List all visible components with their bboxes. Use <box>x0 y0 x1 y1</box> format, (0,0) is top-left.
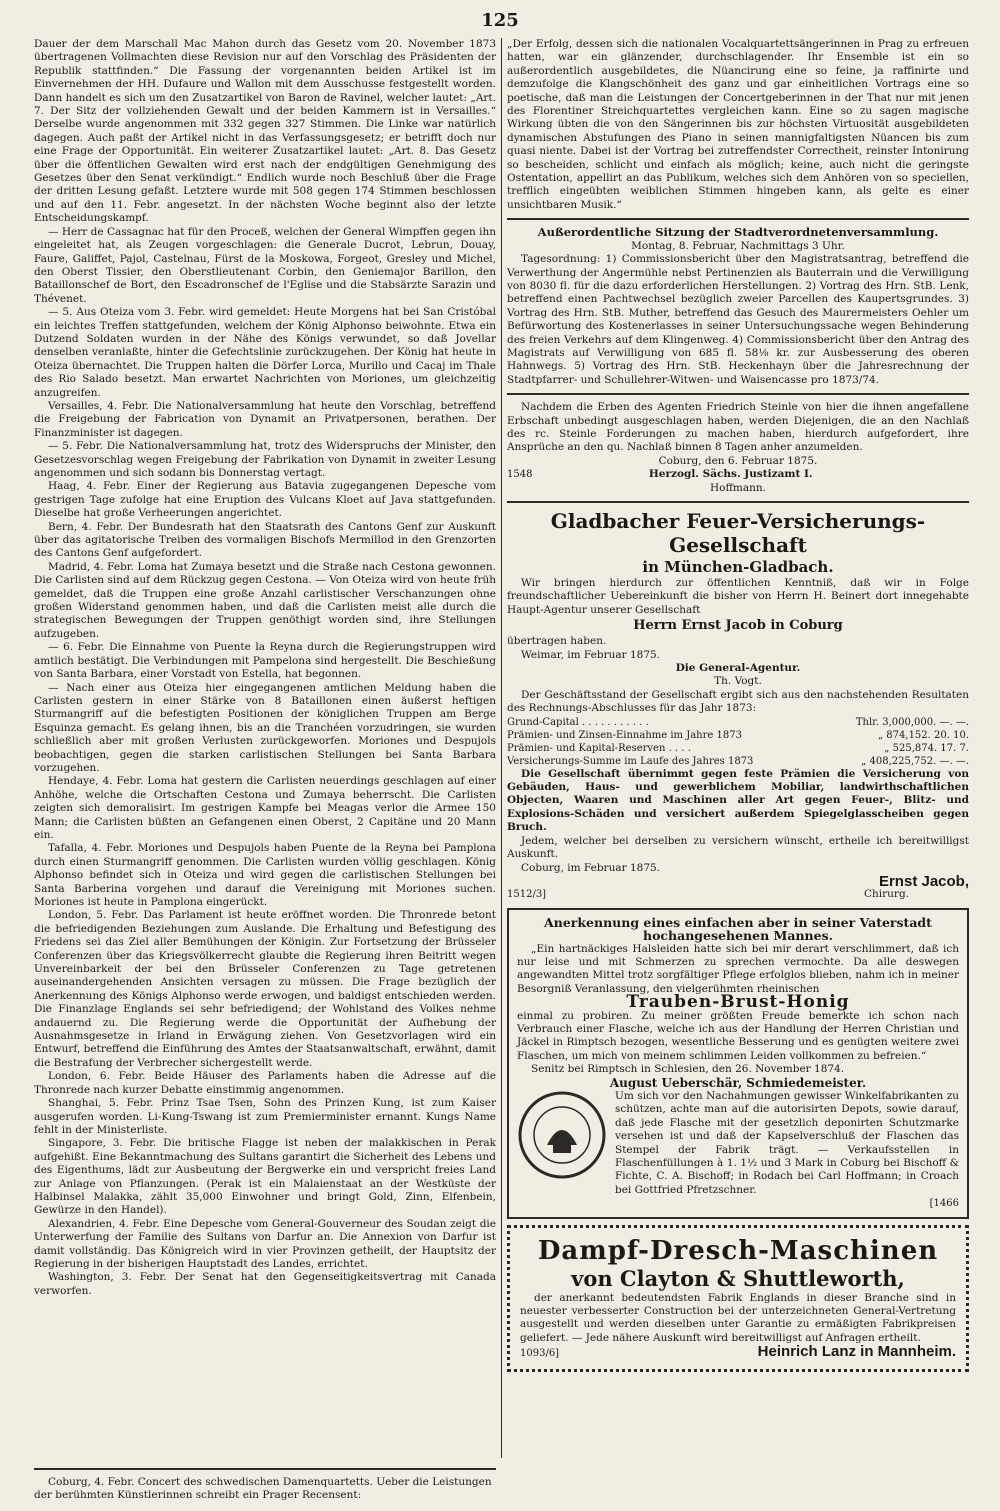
gladbach-place: Weimar, im Februar 1875. <box>521 648 661 661</box>
estate-signer: Hoffmann. <box>709 481 767 494</box>
finance-value: „ 525,874. 17. 7. <box>884 742 969 754</box>
honey-advertisement <box>507 908 969 1219</box>
gladbach-offer: Die Gesellschaft übernimmt gegen feste Prämien die Versicherung von Gebäuden, Haus- und gewerblichem Mobiliar, landwirthschaftlichen Objecten, Waaren und Maschinen aller Art gegen Feuer-, Blitz- und Explosions-Schäden und versichert außerdem Spiegelglasscheiben gegen Bruch. <box>507 767 969 834</box>
dresch-signer: Heinrich Lanz in Mannheim. <box>757 1343 956 1361</box>
article-paragraph: Madrid, 4. Febr. Loma hat Zumaya besetzt und die Straße nach Cestona gewonnen. Die Carlisten sind auf dem Rückzug gegen Cestona. — Von Oteiza wird von heute früh gemeldet, daß die Truppen eine große Anzahl carlistischer Verschanzungen ohne großen Widerstand genommen haben, und daß die Carlisten meist alle durch die strategischen Bewegungen der Truppen genöthigt worden sind, ihre Stellungen aufzugeben. <box>34 560 496 640</box>
right-column <box>507 38 969 1378</box>
finance-label: Prämien- und Kapital-Reserven . . . . <box>507 742 691 754</box>
article-paragraph: Hendaye, 4. Febr. Loma hat gestern die Carlisten neuerdings geschlagen auf einer Anhöhe, welche die Ortschaften Cestona und Zumaya beherrscht. Die Carlisten zeigten sich demoralisirt. Im gestrigen Kampfe bei Meagas verlor die Armee 150 Mann; die Carlisten büßten an Gefangenen einen Oberst, 2 Capitäne und 20 Mann ein. <box>34 775 496 841</box>
estate-notice: Nachdem die Erben des Agenten Friedrich Steinle von hier die ihnen angefallene Erbschaft unbedingt ausgeschlagen haben, werden Diejenigen, die an den Nachlaß des rc. Steinle Forderungen zu machen haben, hierdurch aufgefordert, ihre Ansprüche an den qu. Nachlaß binnen 8 Tagen anher anzumelden. <box>507 401 969 454</box>
finance-row <box>507 716 969 729</box>
dresch-ref: 1093/6] <box>520 1348 560 1360</box>
finance-value: Thlr. 3,000,000. —. —. <box>855 716 969 728</box>
finance-label: Prämien- und Zinsen-Einnahme im Jahre 1873 <box>507 729 742 741</box>
finance-row <box>507 755 969 768</box>
left-column <box>34 38 496 1298</box>
finance-value: „ 408,225,752. —. —. <box>861 755 969 767</box>
jacob-title: Chirurg. <box>863 888 909 901</box>
estate-place: Coburg, den 6. Februar 1875. <box>658 454 818 467</box>
article-paragraph: Haag, 4. Febr. Einer der Regierung aus Batavia zugegangenen Depesche vom gestrigen Tage zufolge hat eine Eruption des Vulcans Kloet auf Java stattgefunden. Dieselbe hat große Verheerungen angerichtet. <box>34 480 496 520</box>
article-paragraph: Singapore, 3. Febr. Die britische Flagge ist neben der malakkischen in Perak aufgehißt. Eine Bekanntmachung des Sultans garantirt die Sicherheit des Lebens und des Eigenthums, lädt zur Ausbeutung der Bergwerke ein und verspricht freies Land zur Anlage von Pflanzungen. (Perak ist ein Malaienstaat an der Westküste der Halbinsel Malakka, zählt 35,000 Einwohner und bringt Gold, Zinn, Elfenbein, Gewürze in den Handel). <box>34 1137 496 1217</box>
gladbach-body: Wir bringen hierdurch zur öffentlichen Kenntniß, daß wir in Folge freundschaftlicher Uebereinkunft die bisher von Herrn H. Beinert dort innegehabte Haupt-Agentur unserer Gesellschaft <box>507 577 969 616</box>
honey-ref: [1466 <box>929 1198 959 1210</box>
concert-review-quote: „Der Erfolg, dessen sich die nationalen Vocalquartettsängerinnen in Prag zu erfreuen hatten, war ein glänzender, durchschlagender. Ihr Ensemble ist ein so außerordentlich ausgebildetes, die Nüancirung eine so feine, ja raffinirte und demzufolge die Klangschönheit des ganz und gar einheitlichen Vortrags eine so poetische, daß man die Leistungen der Concertgeberinnen in der That nur mit jenen des Florentiner Streichquartettes vergleichen kann. Eine so zu sagen magische Wirkung übten die von den Sängerinnen bis zur höchsten Virtuosität ausgebildeten dynamischen Abstufungen des Piano in seinen mannigfaltigsten Nüancen bis zum quasi niente. Dabei ist der Vortrag bei zutreffendster Correctheit, reinster Intonirung so bescheiden, schlicht und einfach als möglich; keine, auch nicht die geringste Ostentation, appellirt an das Publikum, welches sich dem Anhören von so speciellen, trefflich eingeübten weiblichen Stimmen hingeben kann, als gelte es einer unsichtbaren Musik.“ <box>507 38 969 211</box>
article-paragraph: Bern, 4. Febr. Der Bundesrath hat den Staatsrath des Cantons Genf zur Auskunft über das agitatorische Treiben des vormaligen Bischofs Mermillod in den Grenzorten des Cantons Genf aufgefordert. <box>34 520 496 560</box>
finance-row <box>507 742 969 755</box>
gladbach-status: Der Geschäftsstand der Gesellschaft ergibt sich aus den nachstehenden Resultaten des Rechnungs-Abschlusses für das Jahr 1873: <box>507 688 969 715</box>
finance-row <box>507 729 969 742</box>
honey-product: Trauben-Brust-Honig <box>626 992 850 1013</box>
gladbach-signer: Th. Vogt. <box>714 675 762 688</box>
article-paragraph: — 6. Febr. Die Einnahme von Puente la Reyna durch die Regierungstruppen wird amtlich bestätigt. Die Verbindungen mit Pampelona sind hergestellt. Die Beschießung von Santa Barbara, einer Vorstadt von Estella, hat begonnen. <box>34 641 496 681</box>
session-heading: Außerordentliche Sitzung der Stadtverordnetenversammlung. <box>537 225 939 240</box>
jacob-ref: 1512/3] <box>507 889 547 901</box>
honey-testimonial: „Ein hartnäckiges Halsleiden hatte sich bei mir derart verschlimmert, daß ich nur leise und mit Schmerzen zu sprechen vermochte. Da alle deswegen angewandten Mittel trotz sorgfältiger Pflege erfolglos blieben, nahm ich in meiner Besorgniß Veranlassung, den vielgerühmten rheinischen <box>517 942 959 995</box>
estate-office: Herzogl. Sächs. Justizamt I. <box>648 468 813 481</box>
session-agenda: Tagesordnung: 1) Commissionsbericht über den Magistratsantrag, betreffend die Verwerthung der Angermühle nebst Pertinenzien als Bauterrain und die Verwilligung von 8030 fl. für die dazu erforderlichen Herstellungen. 2) Vortrag des Hrn. StB. Lenk, betreffend einen Pachtwechsel bezüglich zweier Parcellen des Kaupertsgrundes. 3) Vortrag des Hrn. StB. Muther, betreffend das Gesuch des Maurermeisters Oehler um Befürwortung des Kostenerlasses in seiner Untersuchungssache wegen Behinderung des freien Verkehrs auf dem Klingenweg. 4) Commissionsbericht über den Antrag des Magistrats auf Verwilligung von 685 fl. 58⅛ kr. zur Ausbesserung des oberen Hahnwegs. 5) Vortrag des Hrn. StB. Heckenhayn über die Jahresrechnung der Stadtpfarrer- und Schullehrer-Witwen- und Waisencasse pro 1873/74. <box>507 253 969 386</box>
column-divider <box>501 38 502 1458</box>
article-paragraph: London, 6. Febr. Beide Häuser des Parlaments haben die Adresse auf die Thronrede nach kurzer Debatte einstimmig angenommen. <box>34 1070 496 1096</box>
divider <box>507 393 969 395</box>
honey-signer: August Ueberschär, Schmiedemeister. <box>609 1075 867 1090</box>
finance-label: Versicherungs-Summe im Laufe des Jahres 1873 <box>507 755 754 767</box>
finance-label: Grund-Capital . . . . . . . . . . . <box>507 716 649 728</box>
article-paragraph: Shanghai, 5. Febr. Prinz Tsae Tsen, Sohn des Prinzen Kung, ist zum Kaiser ausgerufen worden. Li-Kung-Tswang ist zum Premierminister ernannt. Kungs Name fehlt in der Ministerliste. <box>34 1097 496 1136</box>
finance-table <box>507 716 969 768</box>
finance-value: „ 874,152. 20. 10. <box>877 729 969 741</box>
dresch-body: der anerkannt bedeutendsten Fabrik Englands in dieser Branche sind in neuester verbesserter Construction bei der unterzeichneten General-Vertretung ausgestellt und werden dieselben unter Garantie zu ermäßigten Fabrikpreisen geliefert. — Jede nähere Auskunft wird bereitwilligst auf Anfragen ertheilt. <box>520 1291 956 1344</box>
article-paragraph: — 5. Febr. Die Nationalversammlung hat, trotz des Widerspruchs der Minister, den Gesetzesvorschlag wegen Freigebung der Fabrikation von Dynamit in zweiter Lesung angenommen und sich sodann bis Donnerstag vertagt. <box>34 440 496 479</box>
dresch-firm: von Clayton & Shuttleworth, <box>571 1265 905 1291</box>
article-paragraph: London, 5. Febr. Das Parlament ist heute eröffnet worden. Die Thronrede betont die befriedigenden Beziehungen zum Auslande. Die Erhaltung und Befestigung des Friedens sei das Ziel aller Bemühungen der Königin. Zur Fortsetzung der Brüsseler Conferenzen über das Kriegsvölkerrecht glaubte die Regierung ihren Beitritt wegen Unvereinbarkeit der bei den Brüsseler Conferenzen zu Tage getretenen auseinandergehenden Ansichten versagen zu müssen. Die Frage bezüglich der Anerkennung des Königs Alphonso werde erwogen, und baldigst entschieden werden. Die Finanzlage Englands sei sehr befriedigend; der Wohlstand des Volkes nehme andauernd zu. Die Regierung werde die Opportunität der Aufhebung der Ausnahmsgesetze in Irland in Erwägung ziehen. Von Gesetzvorlagen wird ein Entwurf, betreffend die Einführung des Amtes der Staatsanwaltschaft, erwähnt, damit die Bestrafung der Verbrecher sichergestellt werde. <box>34 909 496 1069</box>
gladbach-city: in München-Gladbach. <box>642 558 834 576</box>
honey-testimonial-cont: einmal zu probiren. Zu meiner größten Freude bemerkte ich schon nach Verbrauch einer Flasche, welche ich aus der Handlung der Herren Christian und Jäckel in Rimptsch bezogen, wesentliche Besserung und es genügten weitere zwei Flaschen, um mich von meinem schlimmen Leiden vollkommen zu befreien.“ <box>517 1009 959 1062</box>
article-paragraph: Dauer der dem Marschall Mac Mahon durch das Gesetz vom 20. November 1873 übertragenen Vollmachten diese Revision nur auf den Vorschlag des Präsidenten der Republik stattfinden.“ Die Fassung der vorgenannten beiden Artikel ist im Einvernehmen der HH. Dufaure und Wallon mit dem Ausschusse festgestellt worden. Dann handelt es sich um den Zusatzartikel von Baron de Ravinel, welcher lautet: „Art. 7. Der Sitz der vollziehenden Gewalt und der beiden Kammern ist in Versailles.“ Derselbe wurde angenommen mit 332 gegen 327 Stimmen. Die Linke war natürlich dagegen. Auch paßt der Artikel nicht in das Verfassungsgesetz; er betrifft doch nur eine Frage der Opportunität. Ein weiterer Zusatzartikel lautet: „Art. 8. Das Gesetz über die öffentlichen Gewalten wird erst nach der endgültigen Genehmigung des Gesetzes über den Senat verkündigt.“ Endlich wurde noch Beschluß über die Frage der dritten Lesung gefaßt. Letztere wurde mit 508 gegen 174 Stimmen beschlossen und auf den 11. Febr. angesetzt. In der nächsten Woche beginnt also der letzte Entscheidungskampf. <box>34 38 496 225</box>
article-paragraph: Alexandrien, 4. Febr. Eine Depesche vom General-Gouverneur des Soudan zeigt die Unterwerfung der Familie des Sultans von Darfur an. Die Annexion von Darfur ist damit vollständig. Das Königreich wird in vier Provinzen getheilt, der Hauptsitz der Regierung in der bisherigen Hauptstadt des Landes, errichtet. <box>34 1217 496 1270</box>
article-paragraph: Versailles, 4. Febr. Die Nationalversammlung hat heute den Vorschlag, betreffend die Freigebung der Fabrication von Dynamit an Privatpersonen, berathen. Der Finanzminister ist dagegen. <box>34 399 496 439</box>
gladbach-info: Jedem, welcher bei derselben zu versichern wünscht, ertheile ich bereitwilligst Auskunft. <box>507 834 969 861</box>
article-paragraph: — Herr de Cassagnac hat für den Proceß, welchen der General Wimpffen gegen ihn eingeleitet hat, als Zeugen vorgeschlagen: die Generale Ducrot, Lebrun, Douay, Faure, Galiffet, Pajol, Castelnau, Fürst de la Moskowa, Forgeot, Gresley und Michel, den Oberst Tissier, den Oberstlieutenant Corbin, den Geniemajor Barillon, den Bataillonschef de Bort, den Escadronschef de l'Eglise und die Stabsärzte Sarazin und Thévenet. <box>34 225 496 305</box>
honey-place: Senitz bei Rimptsch in Schlesien, den 26. November 1874. <box>531 1063 845 1076</box>
divider <box>34 1468 496 1470</box>
estate-ref: 1548 <box>507 469 533 481</box>
honey-seal-row <box>517 1090 959 1197</box>
estate-sign-row <box>507 468 969 481</box>
session-date: Montag, 8. Februar, Nachmittags 3 Uhr. <box>631 239 845 252</box>
honey-warning: Um sich vor den Nachahmungen gewisser Winkelfabrikanten zu schützen, achte man auf die autorisirten Depots, sowie darauf, daß jede Flasche mit der gesetzlich deponirten Schutzmarke versehen ist und daß der Kapselverschluß der Flaschen das Stempel der Fabrik trägt. — Verkaufsstellen in Flaschenfüllungen à 1. 1½ und 3 Mark in Coburg bei Bischoff & Fichte, C. A. Bischoff; in Rodach bei Carl Hoffmann; in Croach bei Gottfried Pfretzschner. <box>615 1090 959 1196</box>
gladbach-transfer: übertragen haben. <box>507 635 607 648</box>
gladbach-place2: Coburg, im Februar 1875. <box>521 861 661 874</box>
jacob-name: Ernst Jacob, <box>878 872 969 890</box>
dresch-sign-row <box>520 1345 956 1360</box>
zickenheimer-seal-logo <box>517 1090 607 1180</box>
dresch-advertisement <box>507 1225 969 1372</box>
article-paragraph: — 5. Aus Oteiza vom 3. Febr. wird gemeldet: Heute Morgens hat bei San Cristóbal ein leichtes Treffen stattgefunden, welchem der König Alphonso beiwohnte. Etwa ein Dutzend Soldaten wurden in der Nähe des Königs verwundet, so daß Jovellar denselben veranlaßte, hinter die Gefechtslinie zurückzugehen. Der König hat heute in Oteiza übernachtet. Die Truppen halten die Dörfer Lorca, Murillo und Cacaj im Thale des Rio Salado besetzt. Man erwartet Nachrichten von Moriones, um gleichzeitig anzugreifen. <box>34 306 496 399</box>
article-paragraph: Tafalla, 4. Febr. Moriones und Despujols haben Puente de la Reyna bei Pamplona durch einen Sturmangriff genommen. Die Carlisten wurden völlig geschlagen. König Alphonso befindet sich in Oteiza und wird gegen die carlistischen Stellungen bei Santa Barberina vorgehen und darauf die Vereinigung mit Moriones suchen. Moriones ist heute in Pamplona eingerückt. <box>34 842 496 908</box>
gladbach-agency: Die General-Agentur. <box>675 662 801 675</box>
gladbach-title: Gladbacher Feuer-Versicherungs-Gesellschaft <box>550 509 926 557</box>
dresch-title: Dampf-Dresch-Maschinen <box>537 1235 939 1266</box>
jacob-row <box>507 888 969 901</box>
page-number: 125 <box>481 10 519 31</box>
article-paragraph: — Nach einer aus Oteiza hier eingegangenen amtlichen Meldung haben die Carlisten gestern in einer Stärke von 8 Bataillonen einen äußerst heftigen Sturmangriff auf die befestigten Positionen der königlichen Truppen am Berge Esquinza gemacht. Es gelang ihnen, bis an die Tranchéen vorzudringen, sie wurden schließlich aber mit großen Verlusten zurückgeworfen. Moriones und Despujols beobachtigen, gegen die starken carlistischen Stellungen bei Santa Barbara vorzugehen. <box>34 681 496 774</box>
divider <box>507 218 969 220</box>
concert-paragraph: Coburg, 4. Febr. Concert des schwedischen Damenquartetts. Ueber die Leistungen der berühmten Künstlerinnen schreibt ein Prager Recensent: <box>34 1476 492 1502</box>
gladbach-agent: Herrn Ernst Jacob in Coburg <box>633 618 843 634</box>
divider <box>507 501 969 503</box>
honey-heading: Anerkennung eines einfachen aber in seiner Vaterstadt hochangesehenen Mannes. <box>544 914 932 944</box>
concert-intro <box>34 1462 496 1503</box>
article-paragraph: Washington, 3. Febr. Der Senat hat den Gegenseitigkeitsvertrag mit Canada verworfen. <box>34 1271 496 1297</box>
